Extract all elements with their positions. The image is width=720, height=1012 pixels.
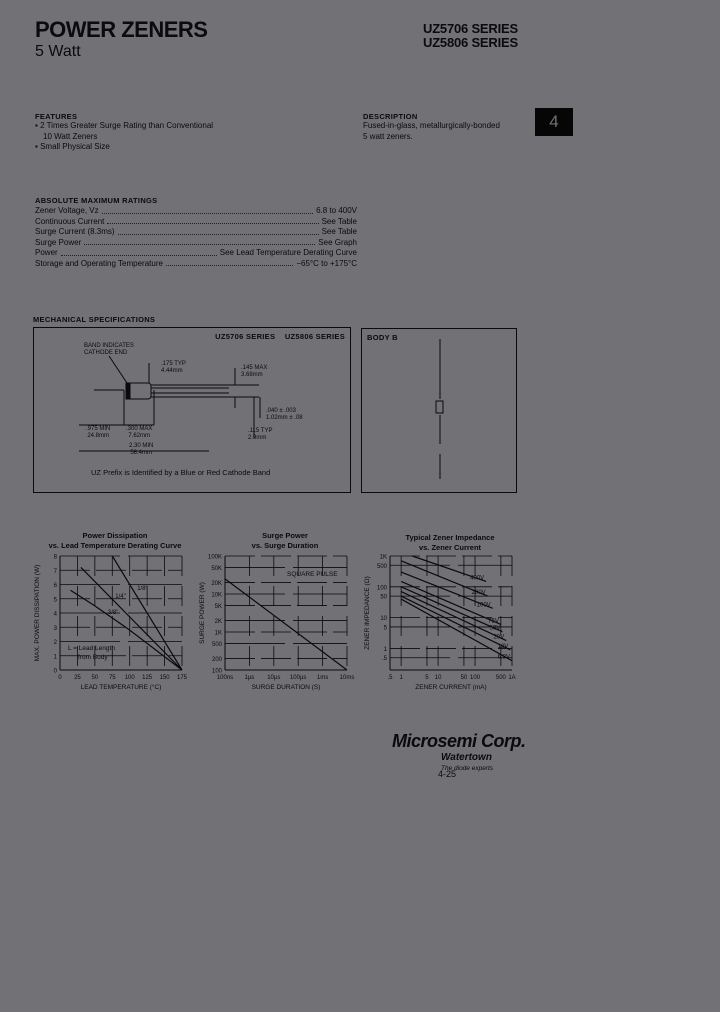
description-heading: DESCRIPTION [363, 112, 418, 121]
dim-mm: 1.02mm ± .08 [266, 415, 303, 421]
x-tick-label: 10µs [267, 675, 281, 681]
x-tick-label: 1µs [244, 675, 255, 681]
chart-subtitle: vs. Zener Current [418, 543, 482, 552]
page-number: 4-25 [438, 769, 457, 779]
y-tick-label: 100 [211, 668, 222, 675]
series-label: 400V [470, 575, 485, 582]
y-tick-label: 20K [211, 581, 222, 588]
rating-row [35, 227, 357, 238]
dim-body-diameter [248, 428, 272, 442]
y-tick-label: 10 [380, 616, 387, 623]
mechanical-heading: MECHANICAL SPECIFICATIONS [33, 315, 156, 324]
series-label-1: UZ5706 SERIES [423, 21, 518, 36]
description-line: 5 watt zeners. [363, 131, 413, 141]
dim-inch: .115 TYP [248, 428, 273, 434]
chart-title: Typical Zener Impedance [405, 533, 495, 542]
page-title: POWER ZENERS [35, 17, 208, 42]
x-tick-label: .5 [387, 675, 393, 681]
rating-label: Storage and Operating Temperature [35, 258, 163, 268]
leader-dots [107, 217, 318, 225]
leader-dots [61, 248, 217, 256]
dim-mm: 3.68mm [241, 372, 263, 378]
series-label: 75V [488, 618, 499, 625]
rating-label: Power [35, 248, 58, 257]
x-tick-label: 10ms [339, 675, 355, 681]
package-drawing-box [33, 327, 351, 493]
series-label: 20V [493, 634, 505, 641]
feature-item-continued: 10 Watt Zeners [43, 131, 98, 141]
series-label: 12V [497, 643, 509, 650]
x-tick-label: 100µs [289, 675, 307, 681]
x-tick-label: 25 [74, 675, 81, 681]
series-label: 50V [489, 625, 501, 632]
y-tick-label: 1K [379, 554, 387, 561]
series-label: 100V [476, 602, 491, 609]
series-label: 1/8" [137, 586, 148, 593]
x-tick-label: 1A [508, 675, 516, 681]
y-tick-label: 5K [214, 603, 222, 610]
y-axis-label: ZENER IMPEDANCE (Ω) [364, 576, 371, 650]
feature-item: ▪ 2 Times Greater Surge Rating than Conventional [35, 121, 214, 130]
logo-city: Watertown [441, 752, 492, 763]
rating-value: See Table [321, 227, 357, 236]
series-line-20V [401, 592, 506, 641]
y-tick-label: 100 [376, 585, 387, 592]
x-tick-label: 125 [142, 675, 153, 681]
series-label: 200V [471, 590, 486, 597]
description-line: Fused-in-glass, metallurgically-bonded [363, 121, 500, 130]
feature-text: Small Physical Size [40, 142, 110, 151]
dim-inch: .175 TYP [161, 361, 186, 367]
x-tick-label: 5 [425, 675, 429, 681]
y-tick-label: 1 [383, 646, 387, 653]
rating-label: Zener Voltage, Vz [35, 206, 99, 215]
dim-max-diameter [241, 365, 267, 379]
surge-power-chart [195, 552, 360, 697]
dim-mm: 7.62mm [128, 433, 151, 439]
y-tick-label: .5 [381, 656, 387, 663]
y-tick-label: 0 [53, 668, 57, 675]
rating-label: Surge Current (8.3ms) [35, 227, 115, 236]
dim-mm: 2.9mm [248, 435, 267, 441]
rating-row [35, 217, 357, 228]
rating-value: −65°C to +175°C [296, 258, 357, 268]
y-tick-label: 4 [53, 611, 57, 618]
chart-title: Power Dissipation [82, 531, 148, 540]
y-tick-label: 1K [214, 630, 222, 637]
y-tick-label: 7 [53, 568, 57, 575]
series-label: 1/4" [115, 594, 126, 601]
x-tick-label: 100 [124, 675, 135, 681]
y-tick-label: 2K [214, 619, 222, 626]
x-axis-label: ZENER CURRENT (mA) [415, 684, 487, 691]
dim-lead-length [86, 426, 110, 440]
y-tick-label: 5 [383, 625, 387, 632]
dim-mm: 4.44mm [161, 368, 183, 374]
y-tick-label: 2 [53, 640, 57, 646]
rating-value: See Table [321, 216, 357, 226]
dim-inch: .300 MAX [126, 426, 153, 432]
x-tick-label: 100ns [216, 675, 234, 681]
leader-dots [102, 206, 313, 214]
y-tick-label: 500 [211, 641, 222, 648]
ratings-section [35, 196, 357, 269]
dim-inch: .040 ± .003 [266, 408, 296, 414]
series-label: 6.8V [497, 654, 510, 661]
chart-title: Surge Power [262, 531, 308, 540]
y-tick-label: 5 [53, 597, 57, 604]
x-tick-label: 0 [58, 675, 62, 681]
y-tick-label: 100K [207, 554, 222, 561]
y-tick-label: 50K [211, 565, 222, 572]
chart-1-title [25, 531, 205, 551]
logo-tagline: The diode experts [441, 765, 494, 772]
features-heading: FEATURES [35, 112, 78, 121]
leader-dots [118, 227, 319, 235]
y-tick-label: 3 [53, 625, 57, 632]
band-note-line: BAND INDICATES [84, 343, 134, 349]
feature-text: 2 Times Greater Surge Rating than Conventional [40, 121, 214, 130]
microsemi-logo: Microsemi Corp. [392, 731, 526, 751]
y-tick-label: 50 [380, 594, 387, 601]
rating-label: Surge Power [35, 237, 82, 247]
x-tick-label: 1 [399, 675, 403, 681]
body-b-label: BODY B [367, 333, 398, 342]
y-tick-label: 500 [376, 563, 387, 570]
dim-body-max [126, 426, 152, 440]
chart-3-title [360, 533, 540, 553]
rating-value: See Lead Temperature Derating Curve [219, 248, 357, 257]
chart-2-title [195, 531, 375, 551]
dim-inch: .975 MIN [86, 426, 111, 432]
leader-dots [84, 238, 315, 246]
rating-row [35, 206, 357, 217]
dim-lead-diameter [266, 408, 303, 422]
zener-impedance-chart [360, 552, 525, 697]
chart-subtitle: vs. Surge Duration [251, 541, 319, 550]
x-tick-label: 50 [460, 675, 468, 681]
rating-row [35, 259, 357, 270]
y-axis-label: SURGE POWER (W) [199, 582, 206, 644]
page-subtitle: 5 Watt [35, 43, 81, 60]
chart-subtitle: vs. Lead Temperature Derating Curve [48, 541, 182, 550]
rating-row [35, 238, 357, 249]
chart-annotation: L = Lead Length [68, 645, 115, 652]
x-tick-label: 150 [159, 675, 170, 681]
dim-body-length [161, 361, 186, 375]
y-axis-label: MAX. POWER DISSIPATION (W) [34, 564, 41, 662]
series-label: 3/8" [107, 610, 119, 617]
x-axis-label: SURGE DURATION (S) [251, 684, 321, 691]
y-tick-label: 8 [53, 554, 57, 561]
rating-value: See Graph [318, 237, 357, 247]
dim-overall-length [129, 443, 153, 457]
dim-mm: 24.8mm [87, 433, 110, 439]
dim-mm: 58.4mm [130, 450, 153, 456]
feature-item: ▪ Small Physical Size [35, 142, 110, 151]
features-section [35, 112, 213, 153]
y-tick-label: 200 [211, 657, 222, 664]
y-tick-label: 10K [211, 592, 222, 599]
dim-inch: .145 MAX [241, 365, 268, 371]
ratings-heading: ABSOLUTE MAXIMUM RATINGS [35, 196, 158, 205]
power-derating-chart [30, 552, 195, 697]
x-tick-label: 1ms [316, 675, 329, 681]
chart-annotation: SQUARE PULSE [287, 571, 338, 578]
section-tab: 4 [535, 108, 573, 136]
x-tick-label: 10 [434, 675, 442, 681]
y-tick-label: 1 [53, 654, 57, 661]
dim-inch: 2.30 MIN [129, 443, 154, 449]
x-tick-label: 175 [176, 675, 188, 681]
leader-dots [166, 259, 293, 267]
x-axis-label: LEAD TEMPERATURE (°C) [80, 684, 162, 691]
body-b-box [361, 328, 517, 493]
body-b-drawing [362, 329, 516, 492]
rating-label: Continuous Current [35, 216, 105, 226]
band-note-line: CATHODE END [84, 350, 128, 356]
x-tick-label: 500 [495, 675, 506, 681]
package-series-label: UZ5706 SERIES UZ5806 SERIES [215, 332, 345, 341]
band-note [84, 343, 134, 357]
cathode-band-footnote: UZ Prefix is Identified by a Blue or Red Cathode Band [91, 468, 271, 477]
rating-row [35, 248, 357, 259]
series-line-surge [225, 579, 347, 670]
x-tick-label: 100 [470, 675, 481, 681]
chart-annotation: from Body [78, 654, 108, 661]
description-section [363, 112, 500, 142]
series-label-2: UZ5806 SERIES [423, 35, 518, 50]
series-line-50V [401, 587, 502, 632]
y-tick-label: 6 [53, 583, 57, 589]
rating-value: 6.8 to 400V [316, 206, 357, 215]
x-tick-label: 50 [91, 675, 99, 681]
x-tick-label: 75 [108, 675, 116, 681]
